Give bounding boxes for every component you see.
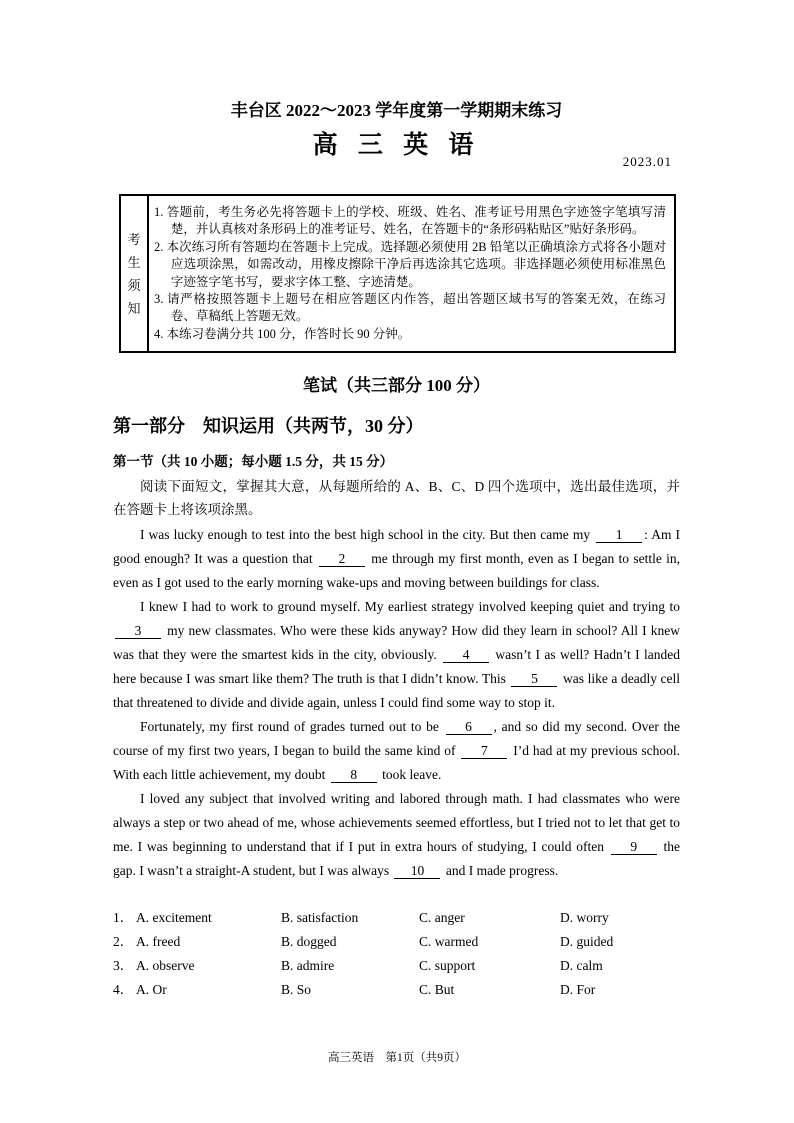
notice-side-char: 生 bbox=[127, 254, 141, 270]
cloze-blank-3: 3 bbox=[115, 623, 161, 639]
exam-session-title: 丰台区 2022～2023 学年度第一学期期末练习 bbox=[230, 101, 563, 120]
header bbox=[113, 100, 680, 169]
notice-item: 3. 请严格按照答题卡上题号在相应答题区内作答，超出答题区域书写的答案无效，在练习卷、草稿纸上答题无效。 bbox=[154, 292, 666, 324]
option-choice-d: D. calm bbox=[560, 958, 603, 974]
cloze-blank-7: 7 bbox=[461, 743, 507, 759]
option-choice-b: B. satisfaction bbox=[281, 910, 359, 926]
notice-side-char: 知 bbox=[127, 300, 141, 316]
option-choice-c: C. warmed bbox=[419, 934, 479, 950]
cloze-blank-2: 2 bbox=[319, 551, 365, 567]
option-number: 1． bbox=[113, 910, 134, 926]
option-choice-b: B. dogged bbox=[281, 934, 337, 950]
notice-box bbox=[119, 194, 676, 353]
option-row bbox=[113, 978, 680, 1002]
cloze-blank-1: 1 bbox=[596, 527, 642, 543]
cloze-blank-6: 6 bbox=[446, 719, 492, 735]
written-test-heading: 笔试（共三部分 100 分） bbox=[303, 376, 490, 396]
option-choice-a: A. freed bbox=[136, 934, 181, 950]
option-row bbox=[113, 954, 680, 978]
option-choice-b: B. admire bbox=[281, 958, 335, 974]
passage-paragraph: I loved any subject that involved writing and labored through math. I had classmates who were always a step or two ahead of me, whose achievements seemed effortless, but I tried not to let that get to me. I was beginning to understand that if I put in extra hours of studying, I could often 9 the gap. I wasn’t a straight-A student, but I was always 10 and I made progress. bbox=[113, 791, 680, 879]
option-choice-c: C. But bbox=[419, 982, 455, 998]
option-choice-d: D. For bbox=[560, 982, 596, 998]
notice-side-char: 须 bbox=[127, 277, 141, 293]
exam-date: 2023.01 bbox=[622, 154, 672, 169]
option-choice-d: D. guided bbox=[560, 934, 614, 950]
option-number: 3． bbox=[113, 958, 134, 974]
section1-heading: 第一节（共 10 小题；每小题 1.5 分，共 15 分） bbox=[113, 454, 394, 470]
cloze-blank-5: 5 bbox=[511, 671, 557, 687]
notice-side-char: 考 bbox=[127, 231, 141, 247]
notice-item: 4. 本练习卷满分共 100 分，作答时长 90 分钟。 bbox=[154, 326, 411, 341]
passage-paragraph: Fortunately, my first round of grades turned out to be 6 , and so did my second. Over the course of my first two years, I began to build the same kind of 7 I’d had at my previous school. With each little achievement, my doubt 8 took leave. bbox=[113, 719, 680, 783]
page-footer: 高三英语 第1页（共9页） bbox=[328, 1052, 466, 1064]
notice-item: 2. 本次练习所有答题均在答题卡上完成。选择题必须使用 2B 铅笔以正确填涂方式将各小题对应选项涂黑，如需改动，用橡皮擦除干净后再选涂其它选项。非选择题必须使用标准黑色字迹签字笔书写，要求字体工整、字迹清楚。 bbox=[154, 239, 666, 289]
notice-item: 1. 答题前，考生务必先将答题卡上的学校、班级、姓名、准考证号用黑色字迹签字笔填写清楚，并认真核对条形码上的准考证号、姓名，在答题卡的“条形码粘贴区”贴好条形码。 bbox=[154, 205, 666, 237]
passage-paragraph: I was lucky enough to test into the best high school in the city. But then came my 1 : Am I good enough? It was a question that 2 me through my first month, even as I began to settle in, even as I got used to the early morning wake-ups and moving between buildings for class. bbox=[113, 527, 680, 591]
passage-paragraph: I knew I had to work to ground myself. My earliest strategy involved keeping quiet and trying to 3 my new classmates. Who were these kids anyway? How did they learn in school? All I knew was that they were the smartest kids in the city, obviously. 4 wasn’t I as well? Hadn’t I landed here because I was smart like them? The truth is that I didn’t know. This 5 was like a deadly cell that threatened to divide and divide again, unless I could find some way to stop it. bbox=[113, 599, 681, 711]
cloze-blank-9: 9 bbox=[611, 839, 657, 855]
option-choice-c: C. anger bbox=[419, 910, 465, 926]
option-row bbox=[113, 930, 680, 954]
option-choice-a: A. Or bbox=[136, 982, 167, 998]
cloze-instructions: 阅读下面短文，掌握其大意，从每题所给的 A、B、C、D 四个选项中，选出最佳选项，并在答题卡上将该项涂黑。 bbox=[113, 479, 680, 518]
cloze-blank-8: 8 bbox=[331, 767, 377, 783]
option-number: 2． bbox=[113, 934, 134, 950]
notice-list bbox=[149, 196, 674, 351]
notice-side-label bbox=[121, 196, 149, 351]
cloze-blank-10: 10 bbox=[394, 863, 440, 879]
option-choice-a: A. excitement bbox=[136, 910, 212, 926]
option-choice-c: C. support bbox=[419, 958, 476, 974]
passage bbox=[113, 523, 680, 883]
option-choice-b: B. So bbox=[281, 982, 312, 998]
exam-title: 高 三 英 语 bbox=[312, 132, 481, 159]
options-table bbox=[113, 906, 680, 1002]
option-choice-a: A. observe bbox=[136, 958, 195, 974]
option-choice-d: D. worry bbox=[560, 910, 609, 926]
option-row bbox=[113, 906, 680, 930]
cloze-blank-4: 4 bbox=[443, 647, 489, 663]
option-number: 4． bbox=[113, 982, 134, 998]
part1-heading: 第一部分 知识运用（共两节，30 分） bbox=[113, 416, 424, 437]
